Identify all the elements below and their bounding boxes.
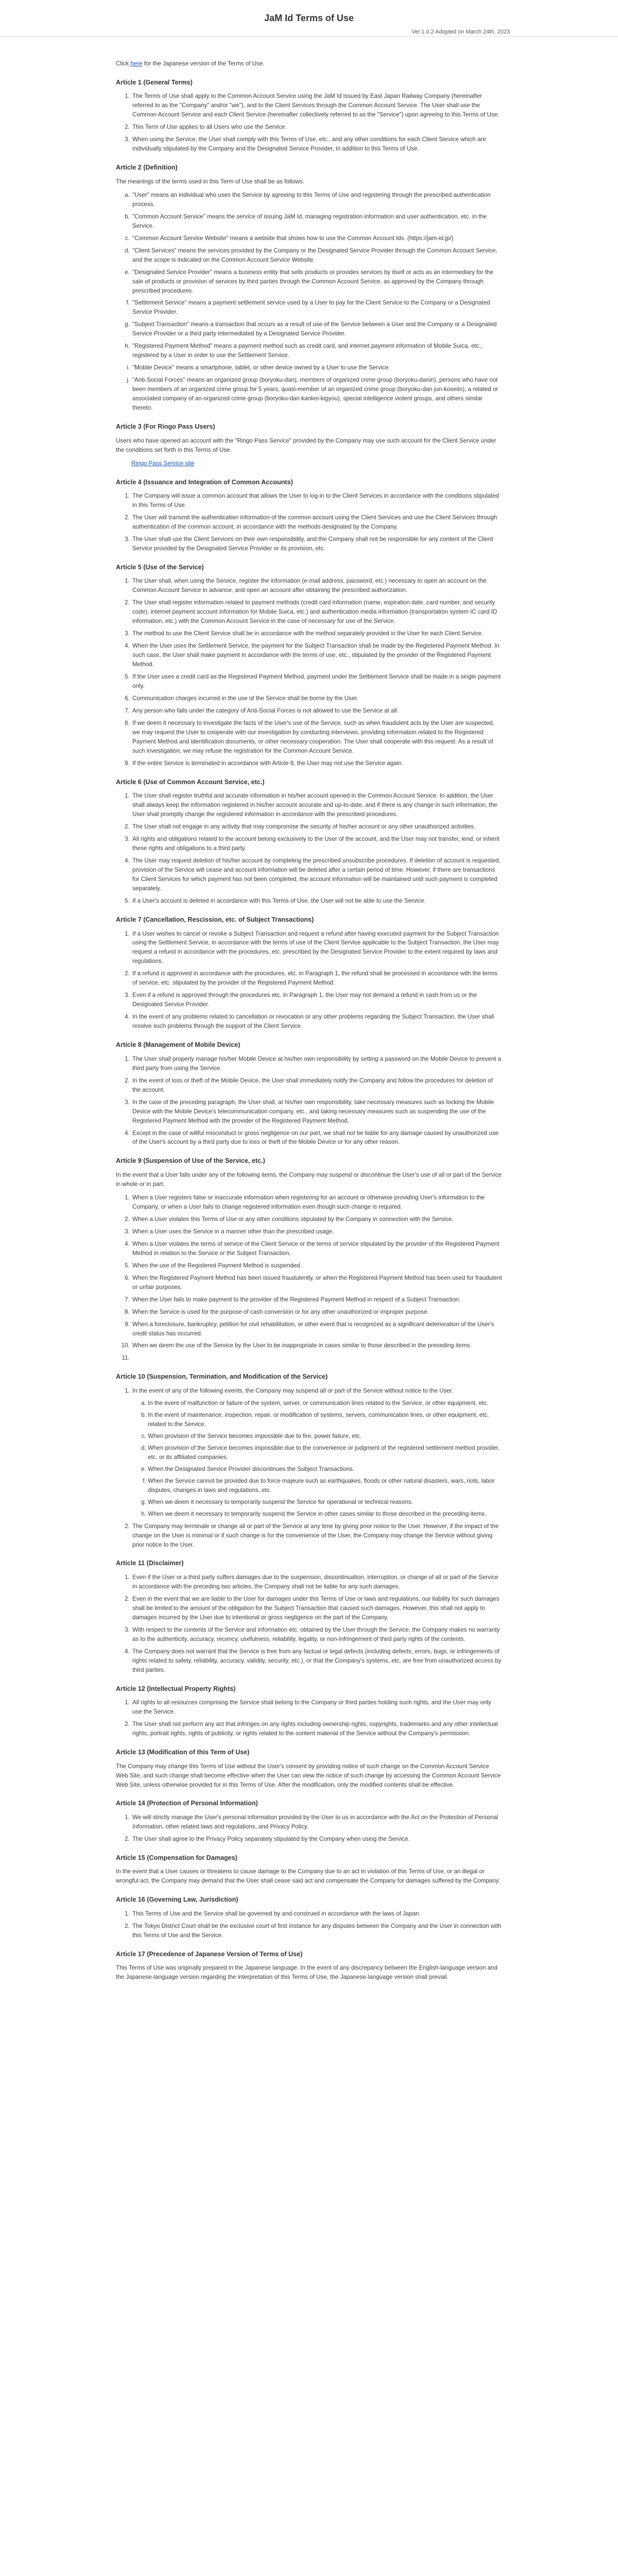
sub-clause: e. When the Designated Service Provider discontinues the Subject Transactions. [148, 1465, 502, 1474]
article-clause [131, 641, 502, 669]
clause-text: The method to use the Client Service shall be in accordance with the method separately provided in the User for each Client Service. [132, 630, 484, 637]
article-clause [131, 298, 502, 317]
article-clause [131, 577, 502, 595]
article-title: Article 11 (Disclaimer) [116, 1560, 184, 1567]
clause-text: "Registered Payment Method" means a payment method such as credit card, and internet payment information of Mobile Suica, etc., registered by a User in order to use the Settlement Service. [132, 343, 483, 359]
japanese-version-note [116, 59, 502, 69]
article-clause [131, 1595, 502, 1622]
clause-text: When a User registers false or inaccurate information when registering for an account or otherwise providing User's information to the Company, or when a User fails to change registered information even though such change is required. [132, 1194, 485, 1210]
page-title: JaM Id Terms of Use [264, 13, 354, 23]
clause-text: If the User uses a credit card as the Registered Payment Method, payment under the Settlement Service shall be made in a single payment only. [132, 673, 501, 690]
clause-text: When the use of the Registered Payment Method is suspended. [132, 1262, 302, 1269]
article-title: Article 5 (Use of the Service) [116, 563, 204, 571]
clause-text: In the event of any of the following events, the Company may suspend all or part of the Service without notice to the User. [132, 1387, 454, 1394]
ringo-pass-link[interactable]: Ringo Pass Service site [131, 460, 195, 467]
clause-text: The User shall register truthful and accurate information in his/her account opened in the Common Account Service. In addition, the User shall always keep the information registered in his/her account accurate and up-to-date, and if there is any change in such information, the User shall promptly change the registered information in accordance with the prescribed procedures. [132, 792, 497, 818]
article-section [116, 563, 502, 768]
clause-text: "Client Services" means the services provided by the Company or the Designated Service Provider through the Common Account Service, and the scope is indicated on the Common Account Service Website. [132, 247, 497, 263]
article-section [116, 1950, 502, 1982]
article-clause [131, 1353, 502, 1363]
article-clause [131, 822, 502, 832]
clause-text: "Mobile Device" means a smartphone, tablet, or other device owned by a User to use the Service. [132, 364, 390, 371]
article-section [116, 78, 502, 154]
article-section [116, 1558, 502, 1674]
clause-text: The User shall, when using the Service, register the information (e-mail address, password, etc.) necessary to open an account on the Common Account Service in advance, and open an account after obtaining the prescribed authorization. [132, 578, 487, 594]
clause-text: "Settlement Service" means a payment settlement service used by a User to pay for the Client Service to the Company or a Designated Service Provider. [132, 299, 490, 316]
article-clause [131, 1098, 502, 1126]
article-clause [131, 1386, 502, 1519]
article-clause [131, 991, 502, 1009]
article-clause [131, 1240, 502, 1258]
article-title: Article 3 (For Ringo Pass Users) [116, 423, 215, 431]
clause-text: Except in the case of willful misconduct or gross negligence on our part, we shall not be liable for any damage caused by unauthorized use of the User's account by a third party due to loss or theft of the Mobile Device or for any other reason. [132, 1129, 499, 1146]
article-clause [131, 135, 502, 154]
article-clause [131, 1308, 502, 1317]
article-list [116, 492, 502, 553]
article-section [116, 777, 502, 906]
sub-clause: f. When the Service cannot be provided due to force majeure such as earthquakes, floods or other natural disasters, wars, riots, labor disputes, changes in laws and regulations, etc. [148, 1477, 502, 1495]
article-title: Article 17 (Precedence of Japanese Version of Terms of Use) [116, 1950, 303, 1958]
article-title: Article 15 (Compensation for Damages) [116, 1854, 237, 1861]
article-title: Article 10 (Suspension, Termination, and Modification of the Service) [116, 1373, 328, 1381]
article-title: Article 13 (Modification of this Term of Use) [116, 1749, 250, 1756]
article-clause [131, 1835, 502, 1844]
clause-text: The User shall not perform any act that infringes on any rights including ownership rights, copyrights, trademarks and any other intellectual rights, portrait rights, rights of publicity, or rights related to the content material of the Service without the Company's permission. [132, 1721, 498, 1737]
article-link-block [131, 459, 502, 468]
article-clause [131, 1193, 502, 1212]
clause-text: The Terms of Use shall apply to the Common Account Service using the JaM Id issued by East Japan Railway Company (hereinafter referred to as the "Company" and/or "we"), and to the Client Services through the Common Account Service. The User shall use the Common Account Service and each Client Service (hereinafter collectively referred to as the "Service") upon agreeing to this Terms of Use. [132, 93, 500, 118]
sub-clause: b. In the event of maintenance, inspection, repair, or modification of systems, servers, communication lines, or other equipment, etc. related to the Service. [148, 1411, 502, 1429]
article-clause [131, 1261, 502, 1270]
article-clause [131, 1055, 502, 1073]
article-list [116, 92, 502, 154]
sub-clause-list [132, 1399, 502, 1519]
article-clause [131, 535, 502, 553]
article-title: Article 12 (Intellectual Property Rights) [116, 1685, 236, 1692]
article-clause [131, 1012, 502, 1031]
sub-clause: d. When provision of the Service becomes impossible due to the convenience or judgment of the registered settlement method provider, etc. or its affiliated companies. [148, 1444, 502, 1462]
article-clause [131, 629, 502, 638]
article-list [116, 1698, 502, 1738]
article-clause [131, 234, 502, 243]
article-clause [131, 191, 502, 209]
article-section [116, 1040, 502, 1147]
clause-text: The User shall properly manage his/her Mobile Device at his/her own responsibility by setting a password on the Mobile Device to prevent a third party from using the Service. [132, 1055, 501, 1072]
article-clause [131, 246, 502, 265]
article-clause [131, 492, 502, 510]
article-section [116, 915, 502, 1031]
article-intro: The Company may change this Terms of Use without the User's consent by providing notice of such change on the Common Account Service Web Site, and such change shall become effective when the User can view the notice of such change by accessing the Common Account Service Web Site, unless otherwise provided for in this Terms of Use. After the modification, only the modified contents shall be effective. [116, 1762, 501, 1788]
article-title: Article 2 (Definition) [116, 164, 178, 172]
article-list [116, 1813, 502, 1844]
article-clause [131, 1341, 502, 1350]
clause-text: Any person who falls under the category of Anti-Social Forces is not allowed to use the Service at all. [132, 707, 399, 715]
article-clause [131, 1320, 502, 1338]
article-clause [131, 1698, 502, 1717]
article-clause [131, 1227, 502, 1236]
article-title: Article 7 (Cancellation, Rescission, etc. of Subject Transactions) [116, 916, 314, 923]
article-list [116, 929, 502, 1031]
header-bar [0, 0, 618, 37]
article-clause [131, 1813, 502, 1832]
article-section [116, 478, 502, 553]
article-title: Article 1 (General Terms) [116, 78, 193, 86]
article-clause [131, 363, 502, 372]
article-clause [131, 791, 502, 819]
japanese-version-link[interactable]: here [130, 60, 143, 67]
article-section [116, 1799, 502, 1843]
clause-text: Even if a refund is approved through the procedures etc. in Paragraph 1, the User may not demand a refund in cash from us or the Designated Service Provider. [132, 992, 477, 1008]
article-clause [131, 672, 502, 691]
article-clause [131, 1922, 502, 1940]
clause-text: The User shall register information related to payment methods (credit card information (name, expiration date, card number, and security code), internet payment account information for Mobile Suica, etc.) and authentication media information (transportation system IC card ID information, etc.) with the Common Account Service in the case of necessary for use of the Service. [132, 599, 497, 625]
clause-text: When a User uses the Service in a manner other than the prescribed usage. [132, 1228, 334, 1235]
clause-text: In the event of any problems related to cancellation or revocation or any other problems regarding the Subject Transaction, the User shall resolve such problems through the support of the Client Service. [132, 1013, 494, 1030]
article-clause [131, 320, 502, 338]
sub-clause: a. In the event of malfunction or failure of the system, server, or communication lines related to the Service, or other equipment, etc. [148, 1399, 502, 1408]
clause-text: All rights and obligations related to the account belong exclusively to the User of the account, and the User may not transfer, lend, or inherit these rights and obligations to a third party. [132, 836, 500, 852]
clause-text: All rights to all resources comprising the Service shall belong to the Company or third parties holding such rights, and the User may only use the Service. [132, 1699, 491, 1716]
article-clause [131, 1647, 502, 1675]
clause-text: When using the Service, the User shall comply with this Terms of Use, etc., and any other conditions for each Client Service which are individually stipulated by the Company and the Designated Service Provider, in addition to this Terms of Use. [132, 136, 486, 152]
sub-clause: g. When we deem it necessary to temporarily suspend the Service for operational or technical reasons. [148, 1498, 502, 1507]
article-clause [131, 212, 502, 231]
article-list [116, 191, 502, 413]
clause-text: This Terms of Use and the Service shall be governed by and construed in accordance with the laws of Japan. [132, 1910, 421, 1917]
article-title: Article 16 (Governing Law, Jurisdiction) [116, 1896, 238, 1904]
clause-text: If the entire Service is terminated in accordance with Article 8, the User may not use the Service again. [132, 759, 403, 767]
clause-text: Even in the event that we are liable to the User for damages under this Terms of Use or laws and regulations, our liability for such damages shall be limited to the amount of the obligation for the Subject Transaction that caused such damages. However, this shall not apply to damages incurred by the User due to intentional or gross negligence on the part of the Company. [132, 1595, 500, 1621]
clause-text: When the User fails to make payment to the provider of the Registered Payment Method in respect of a Subject Transaction. [132, 1296, 461, 1303]
article-clause [131, 598, 502, 626]
article-section [116, 1372, 502, 1549]
article-clause [131, 342, 502, 360]
article-list [116, 577, 502, 768]
clause-text: The Company may terminate or change all or part of the Service at any time by giving prior notice to the User. However, if the impact of the change on the User is minimal or if such change is for the convenience of the User, the Company may change the Service without giving prior notice to the User. [132, 1522, 499, 1548]
sub-clause: h. When we deem it necessary to temporarily suspend the Service in other cases similar to those described in the preceding items. [148, 1510, 502, 1519]
clause-text: If we deem it necessary to investigate the facts of the User's use of the Service, such as when fraudulent acts by the User are suspected, we may request the User to cooperate with our investigation by conducting interviews, providing information related to the Registered Payment Method and identification documents, or other necessary cooperation. The User shall cooperate with this request. As a result of such investigation, we may refuse the registration for the Common Account Service. [132, 719, 494, 754]
article-clause [131, 92, 502, 120]
clause-text: The Company does not warrant that the Service is free from any factual or legal defects (including defects, errors, bugs, or infringements of rights related to safety, reliability, accuracy, validity, security, etc.), or that the Company's systems, etc. are free from unauthorized access by third parties. [132, 1648, 502, 1673]
article-section [116, 1156, 502, 1363]
clause-text: Even if the User or a third party suffers damages due to the suspension, discontinuation, interruption, or change of all or part of the Service in accordance with the preceding two articles, the Company shall not be liable for any such damages. [132, 1573, 499, 1590]
article-section [116, 1748, 502, 1789]
clause-text: If a User's account is deleted in accordance with this Terms of Use, the User will not be able to use the Service. [132, 897, 426, 905]
clause-text: When the Service is used for the purpose of cash conversion or for any other unauthorized or improper purpose. [132, 1308, 429, 1315]
clause-text: "Subject Transaction" means a transaction that occurs as a result of use of the Service between a User and the Company or a Designated Service Provider or a third party intermediated by a Designated Service Provider. [132, 321, 497, 337]
article-intro: In the event that a User causes or threatens to cause damage to the Company due to an act in violation of this Terms of Use, or an illegal or wrongful act, the Company may demand that the User shall cease said act and compensate the Company for damages suffered by the Company. [116, 1868, 500, 1885]
article-clause [131, 835, 502, 853]
article-clause [131, 969, 502, 988]
terms-content [116, 59, 502, 1986]
article-intro: The meanings of the terms used in this Term of Use shall be as follows. [116, 178, 304, 185]
clause-text: When the Registered Payment Method has been issued fraudulently, or when the Registered Payment Method has been used for fraudulent or unfair purposes. [132, 1274, 502, 1291]
clause-text: The User will transmit the authentication information of the common account using the Client Services and use the Client Services through authentication of the common account, in accordance with the methods designated by the Company. [132, 514, 497, 530]
article-title: Article 4 (Issuance and Integration of Common Accounts) [116, 478, 293, 486]
clause-text: When a foreclosure, bankruptcy, petition for civil rehabilitation, or other event that is recognized as a significant deterioration of the User's credit status has occurred. [132, 1320, 494, 1337]
article-list [116, 1573, 502, 1675]
article-title: Article 14 (Protection of Personal Information) [116, 1800, 258, 1807]
article-clause [131, 856, 502, 893]
article-list [116, 1055, 502, 1147]
japanese-note-prefix: Click [116, 60, 131, 67]
article-section [116, 1853, 502, 1886]
article-section [116, 1895, 502, 1940]
article-clause [131, 1625, 502, 1644]
article-clause [131, 929, 502, 967]
article-clause [131, 268, 502, 296]
article-clause [131, 1522, 502, 1550]
article-intro: In the event that a User falls under any of the following items, the Company may suspend or discontinue the User's use of all or part of the Service in whole or in part. [116, 1171, 502, 1188]
clause-text: Communication charges incurred in the use of the Service shall be borne by the User. [132, 695, 358, 702]
clause-text: This Term of Use applies to all Users who use the Service. [132, 124, 287, 131]
clause-text: The Company will issue a common account that allows the User to log in to the Client Services in accordance with the conditions stipulated in this Terms of Use. [132, 493, 500, 509]
article-title: Article 8 (Management of Mobile Device) [116, 1041, 241, 1049]
article-clause [131, 1295, 502, 1304]
article-clause [131, 1909, 502, 1919]
article-clause [131, 759, 502, 768]
article-intro: Users who have opened an account with the "Ringo Pass Service" provided by the Company may use such account for the Client Service under the conditions set forth in this Terms of Use. [116, 437, 496, 453]
article-clause [131, 706, 502, 716]
clause-text: "Common Account Service" means the service of issuing JaM Id, managing registration information and user authentication, etc. in the Service. [132, 213, 487, 229]
clause-text: In the event of loss or theft of the Mobile Device, the User shall immediately notify the Company and follow the procedures for deletion of the account. [132, 1077, 493, 1093]
article-clause [131, 1720, 502, 1738]
version-info: Ver.1.0.2 Adopted on March 24th, 2023 [411, 29, 510, 35]
clause-text: The User shall agree to the Privacy Policy separately stipulated by the Company when using the Service. [132, 1835, 410, 1842]
article-list [116, 791, 502, 906]
clause-text: The User shall use the Client Services on their own responsibility, and the Company shall not be responsible for any content of the Client Service provided by the Designated Service Provider or its provision, etc. [132, 535, 493, 552]
clause-text: If a User wishes to cancel or revoke a Subject Transaction and request a refund after having executed payment for the Subject Transaction using the Settlement Service, in accordance with the terms of use of the Client Service applicable to the Subject Transaction, the User may request a refund in accordance with the procedures, etc. prescribed by the Designated Service Provider to the extent required by laws and regulations. [132, 930, 499, 965]
clause-text: In the case of the preceding paragraph, the User shall, at his/her own responsibility, take necessary measures such as locking the Mobile Device with the Mobile Device's telecommunication company, etc., and taking necessary measures such as suspending the use of the Registered Payment Method with the provider of the Registered Payment Method. [132, 1098, 494, 1124]
article-section [116, 422, 502, 468]
clause-text: The User shall not engage in any activity that may compromise the security of his/her account or any other unauthorized activities. [132, 823, 476, 831]
article-title: Article 9 (Suspension of Use of the Service, etc.) [116, 1157, 265, 1165]
japanese-note-suffix: for the Japanese version of the Terms of Use. [142, 60, 265, 67]
clause-text: When the User uses the Settlement Service, the payment for the Subject Transaction shall be made by the Registered Payment Method. In such case, the User shall make payment in accordance with the terms of use, etc., stipulated by the provider of the Registered Payment Method. [132, 642, 500, 668]
clause-text: "User" means an individual who uses the Service by agreeing to this Terms of Use and registering through the prescribed authentication process. [132, 191, 491, 208]
article-intro: This Terms of Use was originally prepared in the Japanese language. In the event of any discrepancy between the English-language version and the Japanese-language version regarding the interpretation of this Terms of Use, the Japanese-language version shall prevail. [116, 1964, 497, 1981]
article-clause [131, 123, 502, 132]
clause-text: When a User violates this Terms of Use or any other conditions stipulated by the Company in connection with the Service. [132, 1215, 454, 1223]
article-clause [131, 1076, 502, 1095]
clause-text: If a refund is approved in accordance with the procedures, etc. in Paragraph 1, the refund shall be processed in accordance with the terms of service, etc. stipulated by the provider of the Registered Payment Method. [132, 970, 497, 987]
article-clause [131, 896, 502, 906]
article-clause [131, 1129, 502, 1147]
clause-text: "Designated Service Provider" means a business entity that sells products or provides services by itself or acts as an intermediary for the sale of products or provision of services by third parties through the Common Account Service, as approved by the Company through prescribed procedures. [132, 268, 493, 294]
sub-clause: c. When provision of the Service becomes impossible due to fire, power failure, etc. [148, 1432, 502, 1441]
clause-text: "Common Account Service Website" means a website that shows how to use the Common Account Ids. (https://jam-id.jp/) [132, 234, 454, 242]
clause-text: "Anti-Social Forces" means an organized group (boryoku-dan), members of organized crime group (boryoku-danin), persons who have not been members of an organized crime group for 5 years, quasi-member of an organized crime group (boryoku-dan jun-koseiin), a related or associated company of an organized crime group (boryoku-dan kankei-kigyou), special intelligence violent groups, and others similar thereto. [132, 377, 499, 412]
clause-text: We will strictly manage the User's personal information provided by the User to us in accordance with the Act on the Protection of Personal Information, other related laws and regulations, and Privacy Policy. [132, 1814, 499, 1830]
article-clause [131, 1215, 502, 1224]
clause-text: The Tokyo District Court shall be the exclusive court of first instance for any disputes between the Company and the User in connection with this Terms of Use and the Service. [132, 1922, 502, 1939]
article-list [116, 1386, 502, 1550]
article-title: Article 6 (Use of Common Account Service, etc.) [116, 778, 265, 786]
article-section [116, 1684, 502, 1738]
article-list [116, 1193, 502, 1363]
clause-text: When a User violates the terms of service of the Client Service or the terms of service stipulated by the provider of the Registered Payment Method in relation to the Service or the Subject Transaction. [132, 1240, 500, 1257]
clause-text: When we deem the use of the Service by the User to be inappropriate in cases similar to those described in the preceding items. [132, 1342, 472, 1349]
article-clause [131, 719, 502, 756]
article-clause [131, 1274, 502, 1292]
articles-container [116, 78, 502, 1982]
clause-text: The User may request deletion of his/her account by completing the prescribed unsubscribe procedures. If deletion of account is requested, provision of the Service will cease and account information will be deleted after a certain period of time. However, if there are transactions for Client Services for which payment has not been completed, the account information will be maintained until such payment is completed separately. [132, 857, 501, 892]
article-clause [131, 376, 502, 413]
article-section [116, 163, 502, 413]
clause-text: With respect to the contents of the Service and information etc. obtained by the User through the Service, the Company makes no warranty as to the authenticity, accuracy, recency, usefulness, reliability, legality, or non-infringement of third party rights of the contents. [132, 1626, 500, 1642]
article-clause [131, 694, 502, 703]
article-clause [131, 513, 502, 532]
article-list [116, 1909, 502, 1940]
article-clause [131, 1573, 502, 1591]
